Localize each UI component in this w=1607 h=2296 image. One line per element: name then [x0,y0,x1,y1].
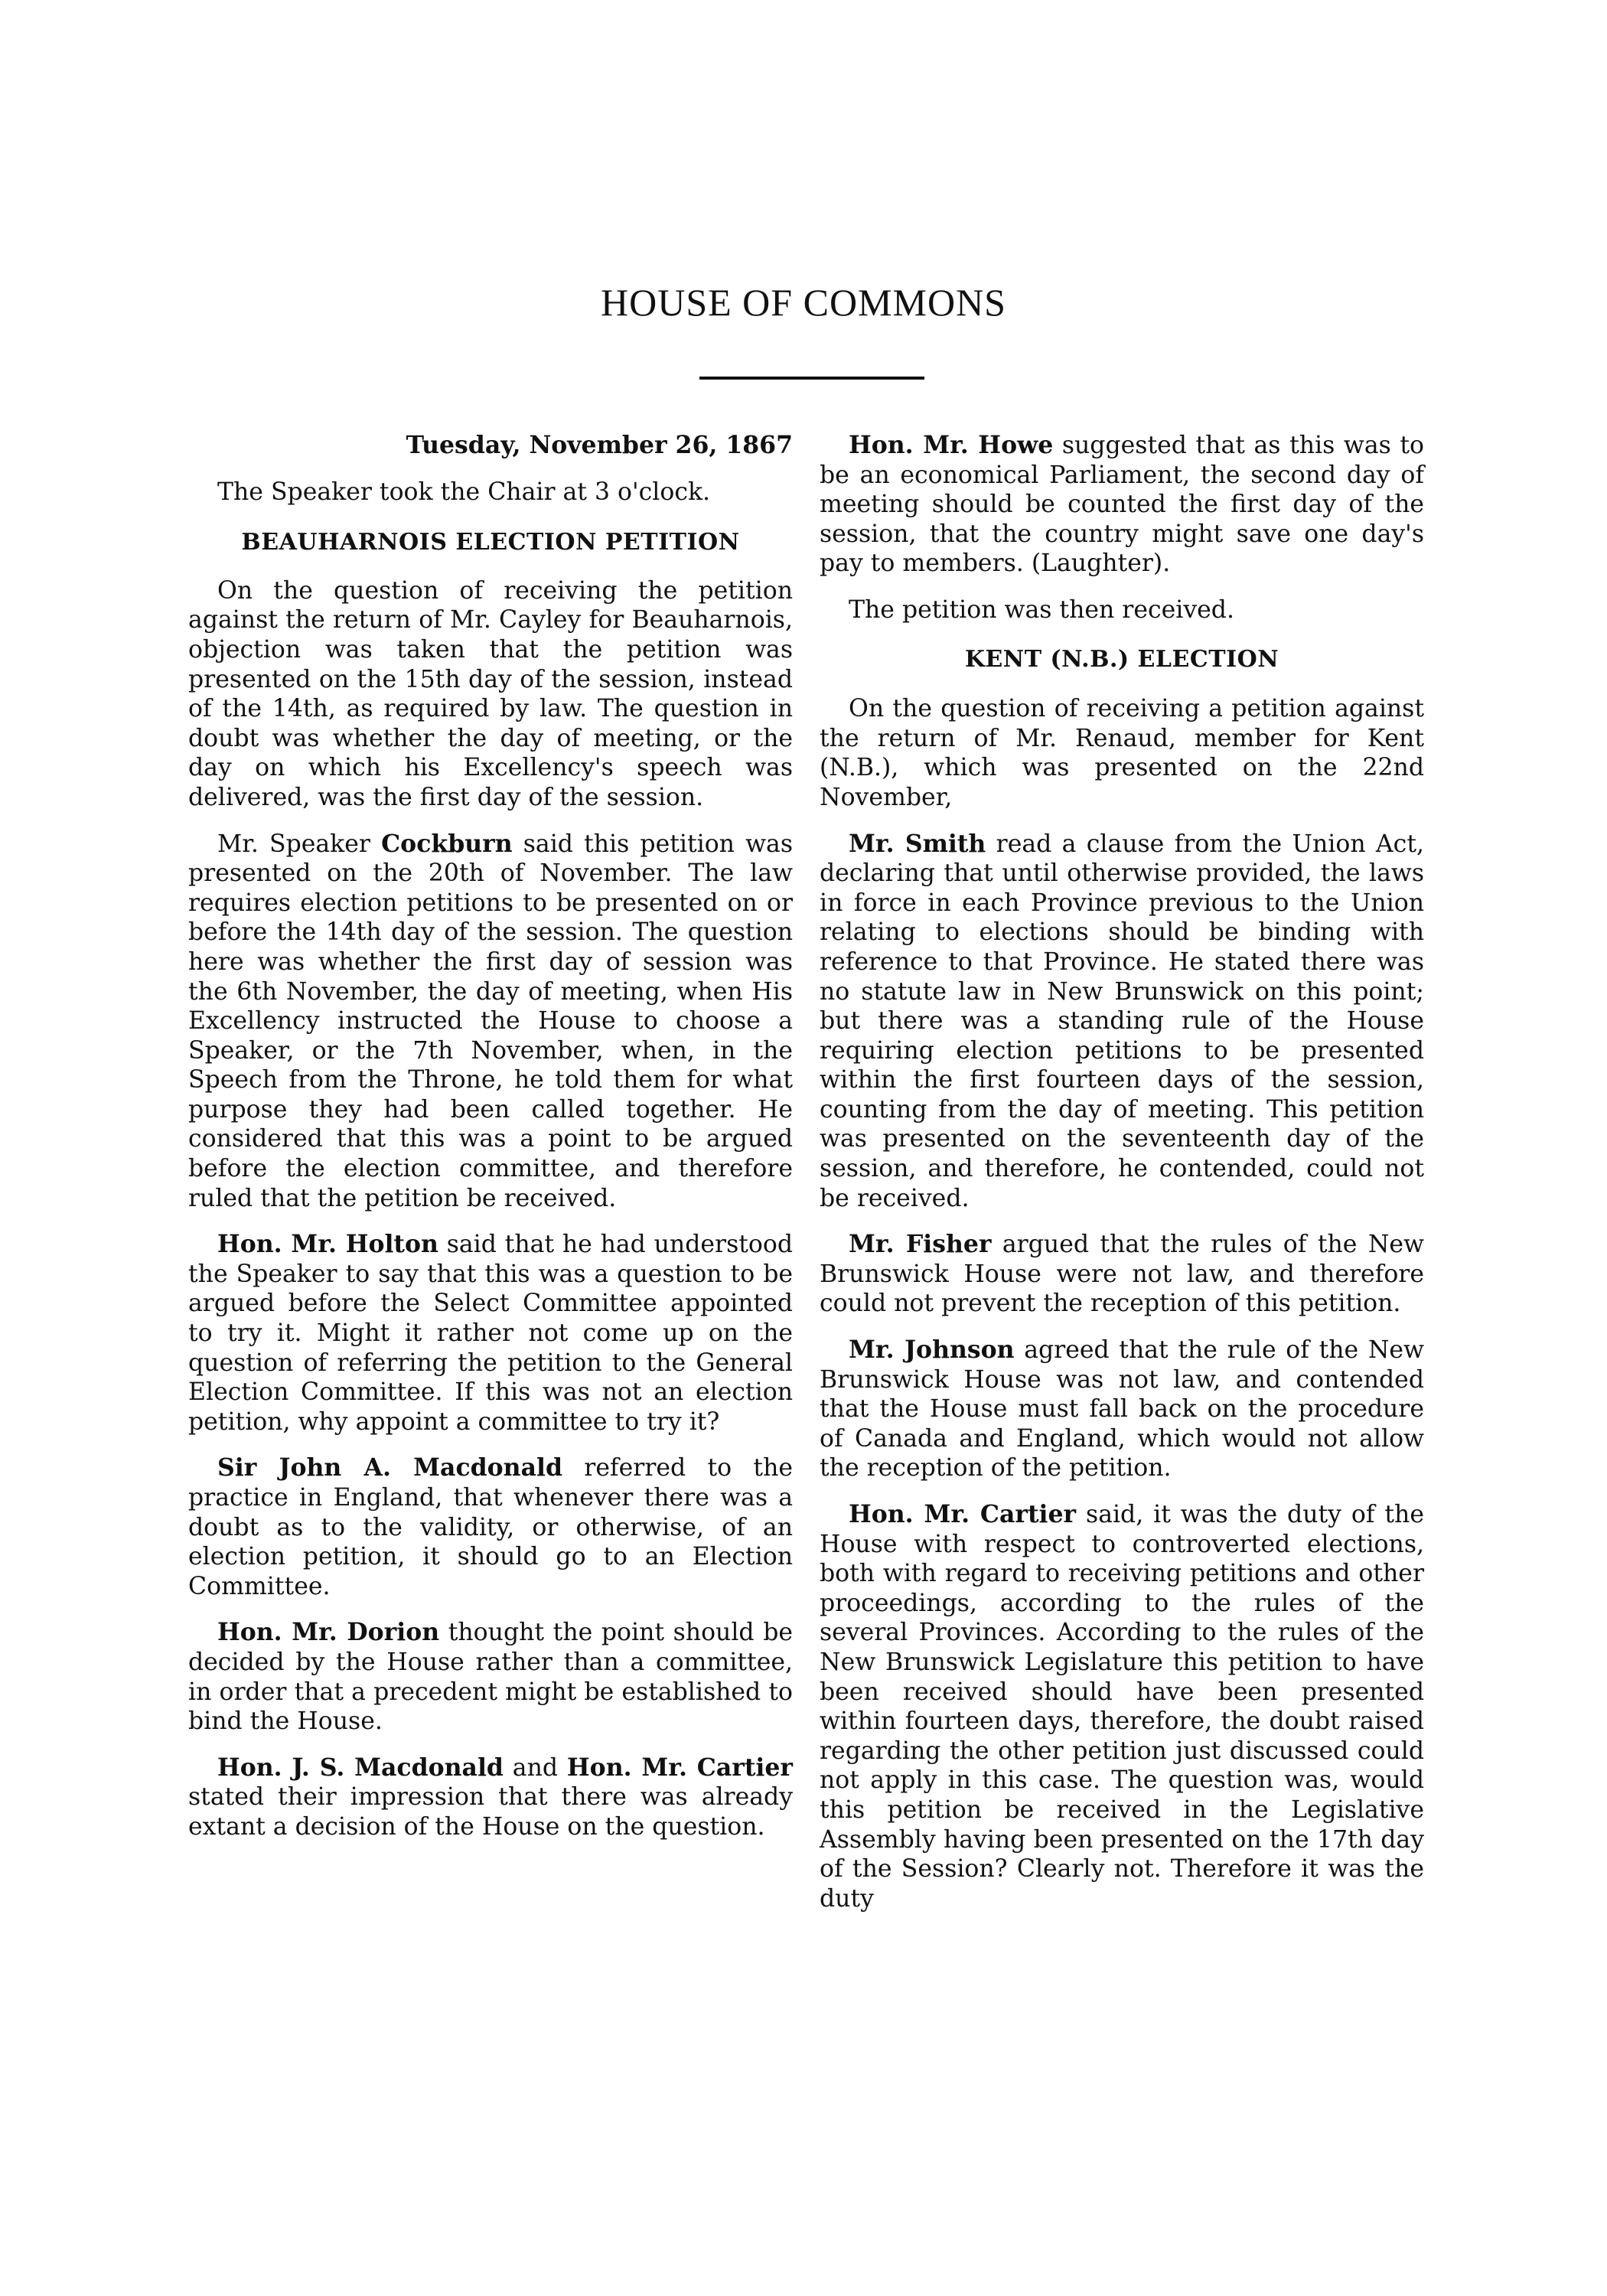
paragraph-petition-received: The petition was then received. [849,595,1234,624]
speaker-name: Hon. Mr. Dorion [217,1618,440,1647]
speaker-name: Mr. Smith [849,829,986,858]
speaker-name: Hon. Mr. Howe [849,431,1054,459]
paragraph-smith [820,830,1424,1214]
speaker-name: Hon. Mr. Holton [217,1230,438,1259]
conjunction-text: and [503,1753,567,1782]
speech-text: agreed that the rule of the New Brunswick House was not law, and contended that the House must fall back on the procedure of Canada and England, which would not allow the reception of the petition. [820,1336,1425,1482]
session-date: Tuesday, November 26, 1867 [406,431,793,459]
speech-text: referred to the practice in England, that whenever there was a doubt as to the validity, or otherwise, of an election petition, it should go to an Election Committee. [188,1454,793,1600]
speaker-name: Hon. J. S. Macdonald [217,1753,504,1782]
section-heading-beauharnois: BEAUHARNOIS ELECTION PETITION [241,529,740,556]
page-title: HOUSE OF COMMONS [601,281,1006,324]
paragraph-dorion [188,1618,793,1736]
speech-text: argued that the rules of the New Brunswick House were not law, and therefore could not prevent the reception of this petition. [820,1231,1424,1318]
speaker-name: Mr. Fisher [849,1230,992,1259]
speaker-name: Mr. Johnson [849,1336,1015,1365]
speech-text: suggested that as this was to be an economical Parliament, the second day of meeting should be counted the first day of the session, that the country might save one day's pay to members. (Laughter). [820,432,1425,578]
right-column [820,431,1424,1930]
paragraph-johnson [820,1336,1424,1483]
speech-text: read a clause from the Union Act, declaring that until otherwise provided, the laws in force in each Province previous to the Union relating to elections should be binding with reference to that Province. He stated there was no statute law in New Brunswick on this point; but there was a standing rule of the House requiring election petitions to be presented within the first fourteen days of the session, counting from the day of meeting. This petition was presented on the seventeenth day of the session, and therefore, he contended, could not be received. [820,830,1424,1212]
speaker-name: Cockburn [381,829,513,858]
text-prefix: Mr. Speaker [217,830,382,858]
paragraph-howe [820,431,1424,579]
paragraph-cartier [820,1500,1424,1913]
speech-text: said that he had understood the Speaker to say that this was a question to be argued before the Select Committee appointed to try it. Might it rather not come up on the question of referring the petition to the General Election Committee. If this was not an election petition, why appoint a committee to try it? [188,1231,793,1436]
paragraph-holton [188,1230,793,1437]
speech-text: said this petition was presented on the 20th of November. The law requires election petitions to be presented on or before the 14th day of the session. The question here was whether the first day of session was the 6th November, the day of meeting, when His Excellency instructed the House to choose a Speaker, or the 7th November, when, in the Speech from the Throne, he told them for what purpose they had been called together. He considered that this was a point to be argued before the election committee, and therefore ruled that the petition be received. [188,830,793,1212]
opening-statement: The Speaker took the Chair at 3 o'clock. [217,478,711,506]
speech-text: stated their impression that there was already extant a decision of the House on the question. [188,1783,793,1841]
section-heading-kent: KENT (N.B.) ELECTION [964,645,1279,673]
speaker-name: Hon. Mr. Cartier [566,1753,793,1782]
paragraph-speaker-cockburn [188,830,793,1214]
speaker-name: Sir John A. Macdonald [217,1453,562,1482]
speech-text: said, it was the duty of the House with respect to controverted elections, both with regard to receiving petitions and other proceedings, according to the rules of the several Provinces. According to the rules of the New Brunswick Legislature this petition to have been received should have been presented within fourteen days, therefore, the doubt raised regarding the other petition just discussed could not apply in this case. The question was, would this petition be received in the Legislative Assembly having been presented on the 17th day of the Session? Clearly not. Therefore it was the duty [820,1501,1424,1913]
title-rule [699,377,924,380]
left-column [188,431,793,1859]
paragraph-kent-question: On the question of receiving a petition against the return of Mr. Renaud, member for Kent (N.B.), which was presented on the 22nd November, [820,695,1424,811]
speaker-name: Hon. Mr. Cartier [849,1500,1077,1528]
speech-text: thought the point should be decided by the House rather than a committee, in order that a precedent might be established to bind the House. [188,1619,793,1736]
paragraph-fisher [820,1230,1424,1319]
paragraph-beauharnois-question: On the question of receiving the petition against the return of Mr. Cayley for Beauharnois, objection was taken that the petition was presented on the 15th day of the session, instead of the 14th, as required by law. The question in doubt was whether the day of meeting, or the day on which his Excellency's speech was delivered, was the first day of the session. [188,576,793,811]
paragraph-john-a-macdonald [188,1453,793,1601]
paragraph-js-macdonald-cartier [188,1753,793,1842]
